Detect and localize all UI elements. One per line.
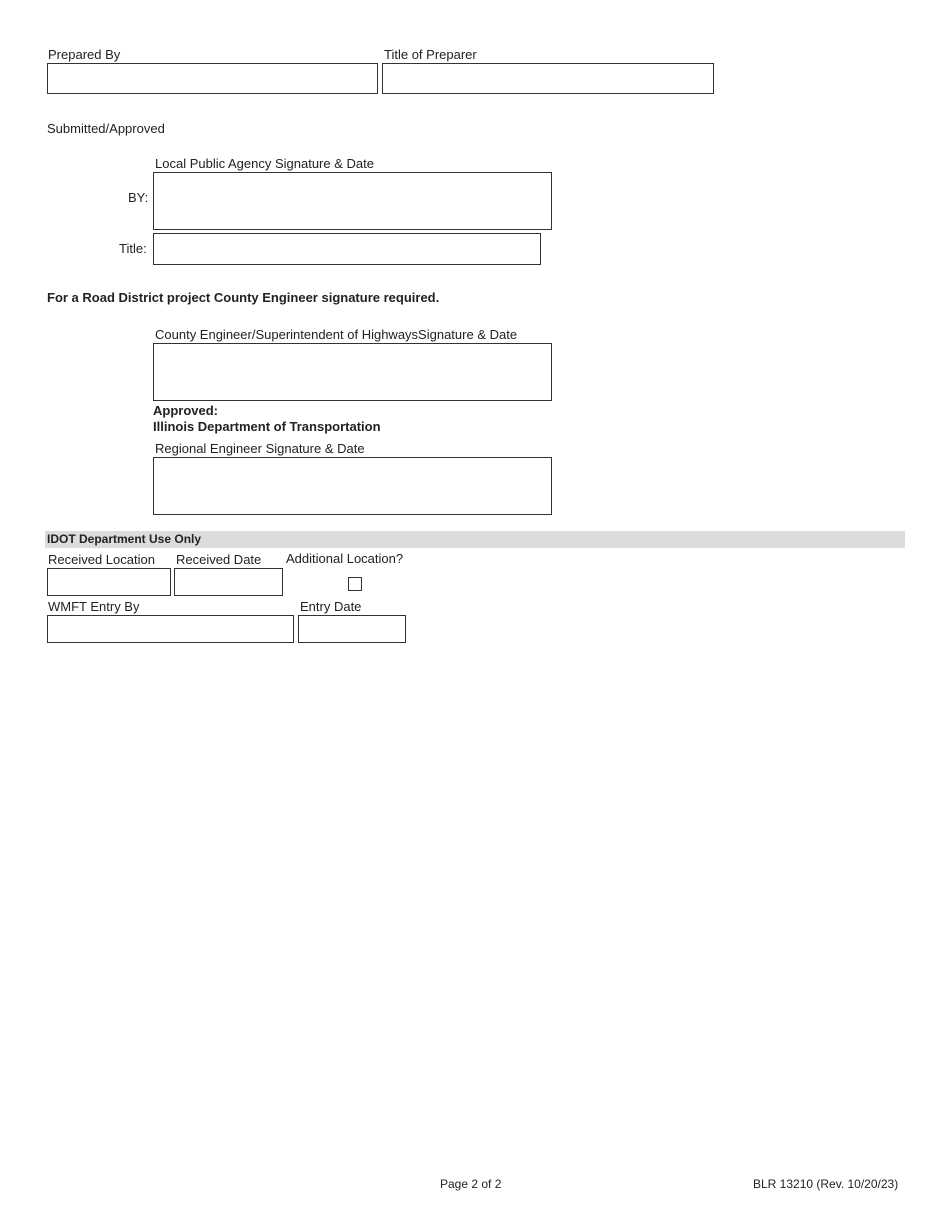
idot-department-name: Illinois Department of Transportation — [153, 419, 381, 434]
additional-location-label: Additional Location? — [286, 551, 404, 566]
received-date-field[interactable] — [174, 568, 283, 596]
regional-engineer-signature-label: Regional Engineer Signature & Date — [155, 441, 365, 456]
page-number: Page 2 of 2 — [440, 1177, 502, 1191]
title-label: Title: — [119, 241, 147, 256]
title-of-preparer-label: Title of Preparer — [384, 47, 477, 62]
title-of-preparer-field[interactable] — [382, 63, 714, 94]
county-engineer-signature-field[interactable] — [153, 343, 552, 401]
lpa-signature-label: Local Public Agency Signature & Date — [155, 156, 374, 171]
submitted-approved-heading: Submitted/Approved — [47, 121, 165, 136]
received-date-label: Received Date — [176, 552, 262, 567]
form-id: BLR 13210 (Rev. 10/20/23) — [753, 1177, 899, 1191]
entry-date-field[interactable] — [298, 615, 406, 643]
lpa-signature-field[interactable] — [153, 172, 552, 230]
road-district-note: For a Road District project County Engineer signature required. — [47, 290, 440, 305]
by-label: BY: — [128, 190, 149, 205]
idot-use-only-heading: IDOT Department Use Only — [47, 532, 202, 546]
lpa-title-field[interactable] — [153, 233, 541, 265]
idot-use-only-band — [45, 531, 905, 548]
entry-date-label: Entry Date — [300, 599, 362, 614]
regional-engineer-signature-field[interactable] — [153, 457, 552, 515]
wmft-entry-by-label: WMFT Entry By — [48, 599, 140, 614]
received-location-label: Received Location — [48, 552, 155, 567]
prepared-by-field[interactable] — [47, 63, 378, 94]
approved-label: Approved: — [153, 403, 218, 418]
prepared-by-label: Prepared By — [48, 47, 121, 62]
additional-location-checkbox[interactable] — [348, 577, 362, 591]
received-location-field[interactable] — [47, 568, 171, 596]
wmft-entry-by-field[interactable] — [47, 615, 294, 643]
county-engineer-signature-label: County Engineer/Superintendent of HighwaysSignature & Date — [155, 327, 518, 342]
